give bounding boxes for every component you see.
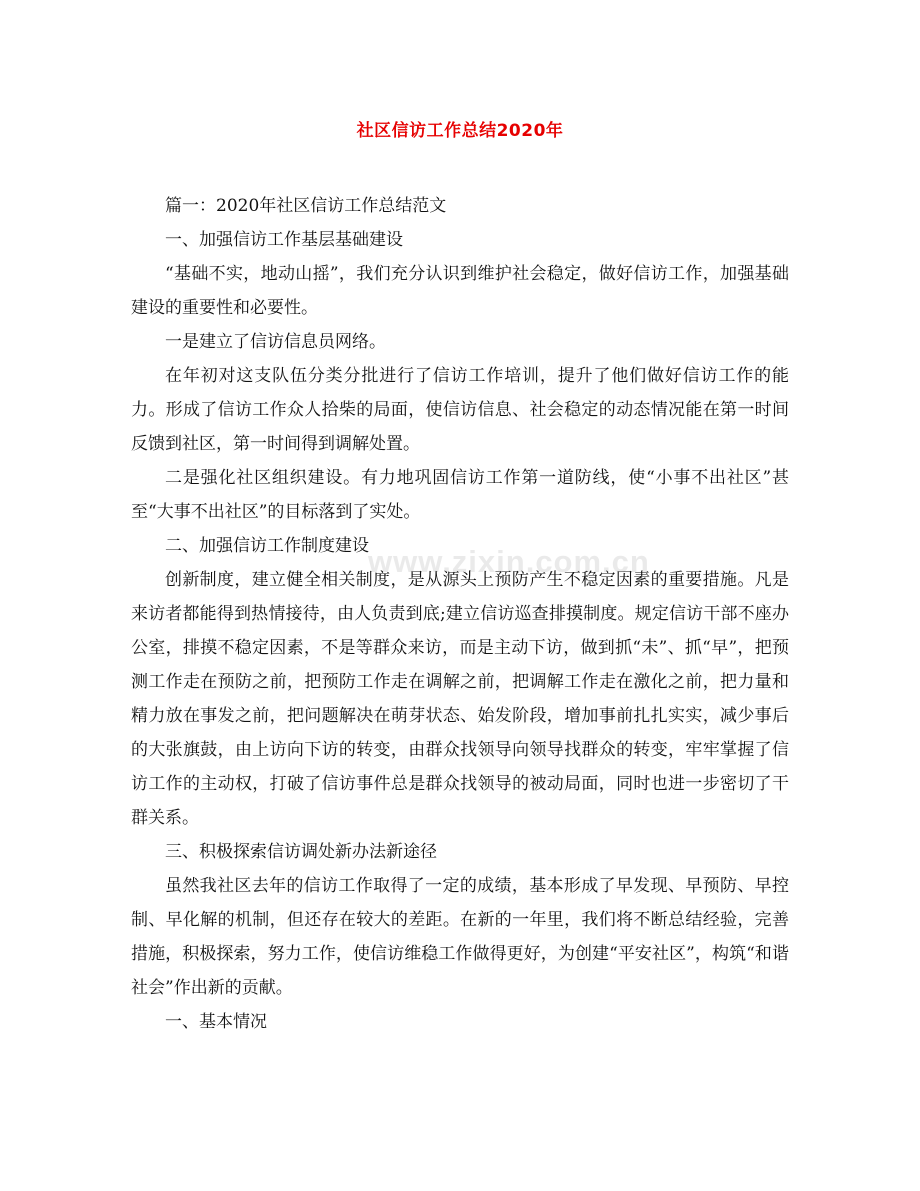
paragraph: “基础不实，地动山摇”，我们充分认识到维护社会稳定，做好信访工作，加强基础建设的重要性和必要性。 bbox=[131, 264, 789, 318]
paragraph-heading-part-one: 篇一：2020年社区信访工作总结范文 bbox=[165, 196, 447, 216]
paragraph: 在年初对这支队伍分类分批进行了信访工作培训，提升了他们做好信访工作的能力。形成了信访工作众人拾柴的局面，使信访信息、社会稳定的动态情况能在第一时间反馈到社区，第一时间得到调解处置。 bbox=[131, 366, 789, 454]
paragraph: 虽然我社区去年的信访工作取得了一定的成绩，基本形成了早发现、早预防、早控制、早化解的机制，但还存在较大的差距。在新的一年里，我们将不断总结经验，完善措施，积极探索，努力工作，使信访维稳工作做得更好，为创建“平安社区”，构筑“和谐社会”作出新的贡献。 bbox=[131, 876, 789, 998]
paragraph: 一是建立了信访信息员网络。 bbox=[165, 332, 386, 352]
section-heading-3: 三、积极探索信访调处新办法新途径 bbox=[165, 842, 437, 862]
document-title: 社区信访工作总结2020年 bbox=[356, 121, 564, 141]
section-heading-2: 二、加强信访工作制度建设 bbox=[165, 536, 369, 556]
document-body bbox=[131, 189, 789, 1039]
paragraph: 创新制度，建立健全相关制度，是从源头上预防产生不稳定因素的重要措施。凡是来访者都能得到热情接待，由人负责到底;建立信访巡查排摸制度。规定信访干部不座办公室，排摸不稳定因素，不是等群众来访，而是主动下访，做到抓“未”、抓“早”，把预测工作走在预防之前，把预防工作走在调解之前，把调解工作走在激化之前，把力量和精力放在事发之前，把问题解决在萌芽状态、始发阶段，增加事前扎扎实实，减少事后的大张旗鼓，由上访向下访的转变，由群众找领导向领导找群众的转变，牢牢掌握了信访工作的主动权，打破了信访事件总是群众找领导的被动局面，同时也进一步密切了干群关系。 bbox=[131, 570, 789, 828]
section-heading-basic: 一、基本情况 bbox=[165, 1012, 267, 1032]
watermark: www.zixin.com.cn bbox=[368, 544, 650, 579]
section-heading-1: 一、加强信访工作基层基础建设 bbox=[165, 230, 403, 250]
paragraph: 二是强化社区组织建设。有力地巩固信访工作第一道防线，使“小事不出社区”甚至“大事不出社区”的目标落到了实处。 bbox=[131, 468, 789, 522]
